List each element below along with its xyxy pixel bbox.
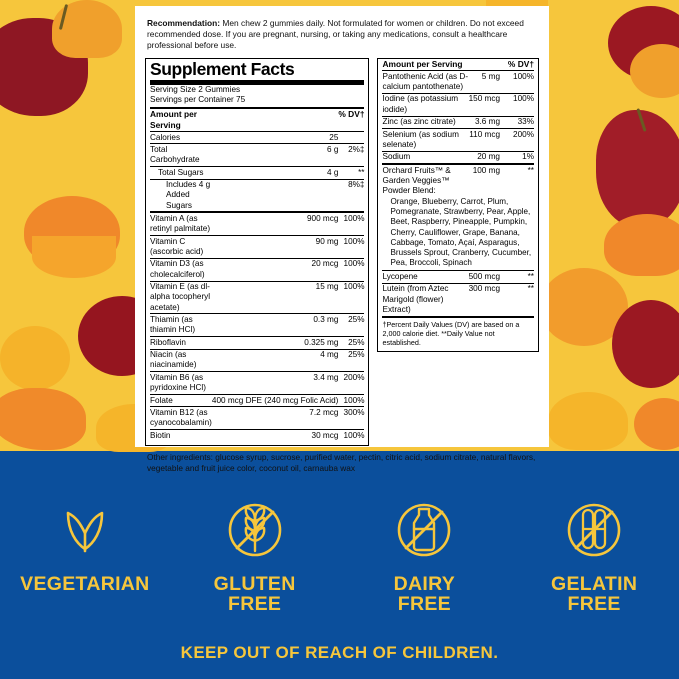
nutrient-amount: 0.325 mg <box>212 337 339 349</box>
supplement-facts-title: Supplement Facts <box>150 59 364 85</box>
nutrient-dv: 25% <box>338 314 364 337</box>
nutrient-dv: 2%‡ <box>338 144 364 167</box>
feature-caption-line2: FREE <box>397 592 451 615</box>
table-header-row <box>150 109 364 132</box>
recommendation-text <box>135 6 549 58</box>
nutrient-amount: 150 mcg <box>469 93 500 116</box>
nutrient-name: Total Carbohydrate <box>150 144 212 167</box>
milk-bottle-crossed-icon <box>349 499 499 561</box>
feature-vegetarian <box>10 499 160 595</box>
feature-caption-line1: GLUTEN <box>213 573 296 595</box>
cherry-decoration <box>596 110 679 228</box>
table-row <box>150 212 364 235</box>
table-row <box>150 430 364 442</box>
nutrient-amount: 25 <box>212 131 339 143</box>
gummy-decoration <box>0 388 86 450</box>
nutrient-dv: 100% <box>500 93 534 116</box>
column-header-dv: % DV† <box>500 59 534 71</box>
supplement-facts-box-continued <box>377 58 539 352</box>
nutrient-name: Riboflavin <box>150 337 212 349</box>
nutrient-dv: 100% <box>500 71 534 94</box>
nutrient-name: Lutein (from Aztec Marigold (flower) Extract) <box>382 283 468 316</box>
nutrient-name: Zinc (as zinc citrate) <box>382 116 468 128</box>
table-row <box>382 151 534 164</box>
nutrient-amount: 500 mcg <box>469 271 500 283</box>
nutrient-dv: ** <box>500 283 534 316</box>
table-row <box>382 283 534 316</box>
nutrient-name: Includes 4 g Added Sugars <box>150 179 212 212</box>
nutrient-name: Niacin (as niacinamide) <box>150 349 212 372</box>
table-row <box>150 337 364 349</box>
nutrient-name: Lycopene <box>382 271 468 283</box>
nutrient-amount: 300 mcg <box>469 283 500 316</box>
nutrient-dv: 1% <box>500 151 534 164</box>
nutrient-amount: 6 g <box>212 144 339 167</box>
nutrient-dv: 100% <box>338 394 364 406</box>
nutrient-amount: 30 mcg <box>311 430 339 440</box>
table-row <box>150 407 364 430</box>
serving-size: Serving Size 2 Gummies <box>150 84 241 94</box>
feature-caption <box>180 575 330 615</box>
column-header-amount: Amount per Serving <box>382 59 468 71</box>
nutrient-amount: 900 mcg <box>212 212 339 235</box>
nutrient-name: Folate <box>150 394 212 406</box>
table-row <box>150 394 364 406</box>
table-row <box>150 167 364 179</box>
nutrient-amount: 100 mg <box>472 165 500 175</box>
table-row <box>150 179 364 212</box>
supplement-facts-columns <box>135 58 549 446</box>
nutrient-dv: 33% <box>500 116 534 128</box>
table-row <box>382 71 534 94</box>
nutrient-name: Vitamin E (as dl-alpha tocopheryl acetate) <box>150 281 212 314</box>
table-row <box>150 349 364 372</box>
supplement-facts-table-left <box>150 109 364 442</box>
nutrient-dv: ** <box>338 167 364 179</box>
nutrient-dv: ** <box>500 271 534 283</box>
table-row <box>382 271 534 283</box>
nutrient-name: Selenium (as sodium selenate) <box>382 129 468 152</box>
nutrient-name: Total Sugars <box>150 167 212 179</box>
nutrient-amount: 400 mcg DFE (240 mcg Folic Acid) <box>212 394 339 406</box>
feature-gelatin-free <box>519 499 669 615</box>
table-row <box>150 236 364 259</box>
column-header-dv: % DV† <box>338 109 364 132</box>
supplement-facts-box <box>145 58 369 446</box>
nutrient-amount <box>212 179 339 212</box>
supplement-facts-table-right-2 <box>382 271 534 317</box>
daily-value-footnote: †Percent Daily Values (DV) are based on a 2,000 calorie diet. **Daily Value not established. <box>382 319 520 348</box>
nutrient-name: Vitamin C (ascorbic acid) <box>150 236 212 259</box>
nutrient-amount: 0.3 mg <box>212 314 339 337</box>
nutrient-name: Thiamin (as thiamin HCl) <box>150 314 212 337</box>
feature-gluten-free <box>180 499 330 615</box>
nutrient-name: Iodine (as potassium iodide) <box>382 93 468 116</box>
nutrient-name: Vitamin A (as retinyl palmitate) <box>150 212 212 235</box>
column-header-amount: Amount per Serving <box>150 109 212 132</box>
table-row <box>382 164 534 197</box>
supplement-facts-right-column <box>377 58 539 446</box>
nutrient-amount: 4 mg <box>212 349 339 372</box>
gummy-decoration <box>548 392 628 450</box>
table-row <box>150 258 364 281</box>
nutrient-dv: 25% <box>338 349 364 372</box>
other-ingredients-label: Other ingredients: <box>147 451 213 462</box>
table-row <box>150 281 364 314</box>
gummy-decoration <box>0 326 70 390</box>
feature-caption-line2: FREE <box>228 592 282 615</box>
nutrient-name: Orchard Fruits™ & Garden Veggies™ Powder Blend: <box>382 165 451 196</box>
table-row <box>150 131 364 143</box>
recommendation-body: Men chew 2 gummies daily. Not formulated for women or children. Do not exceed recommended dose. If you are pregnant, nursing, or taking any medications, consult a healthcare professional before use. <box>147 18 524 51</box>
nutrient-amount: 3.4 mg <box>212 372 339 395</box>
nutrient-dv: 100% <box>338 258 364 281</box>
nutrient-name: Sodium <box>382 151 468 164</box>
keep-out-of-reach-text: KEEP OUT OF REACH OF CHILDREN. <box>180 643 499 662</box>
nutrition-label-panel <box>135 6 549 473</box>
nutrient-dv: 200% <box>500 129 534 152</box>
feature-caption-line2: FREE <box>567 592 621 615</box>
table-row <box>382 116 534 128</box>
nutrient-name: Vitamin B6 (as pyridoxine HCl) <box>150 372 212 395</box>
nutrient-name: Calories <box>150 131 212 143</box>
table-header-row <box>382 59 534 71</box>
nutrient-amount: 7.2 mcg <box>212 407 339 430</box>
nutrient-dv: 100% <box>338 236 364 259</box>
nutrient-name: Vitamin D3 (as cholecalciferol) <box>150 258 212 281</box>
supplement-facts-table-right <box>382 59 534 198</box>
nutrient-amount: 3.6 mg <box>469 116 500 128</box>
nutrient-dv: ** <box>527 165 534 175</box>
nutrient-amount: 20 mg <box>469 151 500 164</box>
table-row <box>150 372 364 395</box>
nutrient-dv: 25% <box>338 337 364 349</box>
table-row <box>150 314 364 337</box>
feature-caption <box>349 575 499 615</box>
table-row <box>382 129 534 152</box>
nutrient-amount: 20 mcg <box>212 258 339 281</box>
wheat-crossed-icon <box>180 499 330 561</box>
nutrient-dv: 200% <box>338 372 364 395</box>
nutrient-name: Vitamin B12 (as cyanocobalamin) <box>150 407 212 430</box>
nutrient-amount: 5 mg <box>469 71 500 94</box>
recommendation-label: Recommendation: <box>147 18 221 28</box>
table-row <box>382 93 534 116</box>
nutrient-dv <box>338 131 364 143</box>
gummy-decoration <box>32 236 116 278</box>
nutrient-amount: 90 mg <box>212 236 339 259</box>
nutrient-amount: 4 g <box>212 167 339 179</box>
gummy-decoration <box>52 0 122 58</box>
nutrient-dv: 100% <box>338 212 364 235</box>
nutrient-amount: 15 mg <box>212 281 339 314</box>
feature-caption: VEGETARIAN <box>20 573 150 595</box>
leaf-icon <box>10 499 160 561</box>
nutrient-name: Biotin <box>150 430 171 440</box>
table-row <box>150 144 364 167</box>
nutrient-name: Pantothenic Acid (as D-calcium pantothenate) <box>382 71 468 94</box>
nutrient-dv: 300% <box>338 407 364 430</box>
servings-per-container: Servings per Container 75 <box>150 95 364 109</box>
nutrient-amount: 110 mcg <box>469 129 500 152</box>
fruit-veggie-blend-list: Orange, Blueberry, Carrot, Plum, Pomegranate, Strawberry, Pear, Apple, Beet, Raspberry, Pineapple, Pumpkin, Cherry, Cauliflower, Grape, Banana, Cabbage, Tomato, Açaí, Asparagus, Brussels Sprout, Cranberry, Cucumber, Pea, Broccoli, Spinach <box>382 197 534 271</box>
gummy-decoration <box>604 214 679 276</box>
feature-dairy-free <box>349 499 499 615</box>
gelatin-capsules-crossed-icon <box>519 499 669 561</box>
other-ingredients-body: glucose syrup, sucrose, purified water, pectin, citric acid, sodium citrate, natural flavors, vegetable and fruit juice color, coconut oil, carnauba wax <box>147 451 536 473</box>
feature-caption-line1: DAIRY <box>393 573 456 595</box>
nutrient-dv: 100% <box>343 430 365 440</box>
feature-caption <box>519 575 669 615</box>
nutrient-dv: 8%‡ <box>338 179 364 212</box>
nutrient-dv: 100% <box>338 281 364 314</box>
feature-row <box>0 499 679 615</box>
feature-caption-line1: GELATIN <box>551 573 638 595</box>
supplement-facts-left-column <box>145 58 369 446</box>
feature-badges-band <box>0 451 679 679</box>
